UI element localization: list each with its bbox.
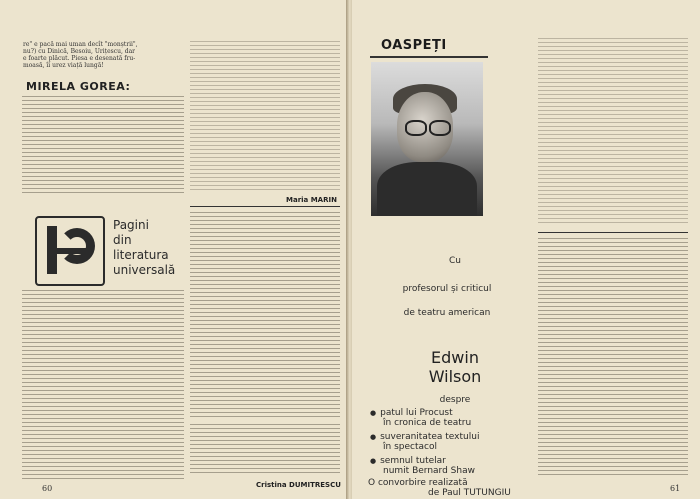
guest-first-name: Edwin <box>431 348 479 367</box>
right-column-text-1 <box>190 41 340 191</box>
closing-line-2: de Paul TUTUNGIU <box>428 488 511 498</box>
portrait-body <box>377 162 477 216</box>
topic-1: ● patul lui Procust în cronica de teatru <box>370 408 540 428</box>
top-text-line-2: nu?) cu Dinică, Besoiu, Urițescu, dar <box>23 48 136 55</box>
topic-2-line-2: în spectacol <box>383 442 437 452</box>
page-number-left: 60 <box>42 484 53 493</box>
topic-3-line-2: numit Bernard Shaw <box>383 466 475 476</box>
section-title-oaspeti: OASPEȚI <box>381 38 447 53</box>
intro-line-2: profesorul și criticul <box>402 284 492 294</box>
right-column-italic-intro <box>538 38 688 226</box>
top-text-block <box>23 41 188 69</box>
portrait-photo <box>371 62 483 216</box>
section-title-line-1: Pagini <box>113 218 149 232</box>
author-heading: MIRELA GOREA: <box>26 80 131 93</box>
despre-label: despre <box>439 395 471 405</box>
right-column-text-2 <box>190 212 340 420</box>
closing-line-1: O convorbire realizată <box>368 478 468 488</box>
topic-3: ● semnul tutelar numit Bernard Shaw <box>370 456 540 476</box>
top-text-line-3: e foarte plăcut. Piesa e desenată fru- <box>23 55 136 62</box>
portrait-glasses-left <box>405 120 427 136</box>
author-signature-marin: Maria MARIN <box>286 196 337 204</box>
author-signature-dumitrescu: Cristina DUMITRESCU <box>256 481 341 489</box>
right-column-text-3 <box>190 424 340 476</box>
title-underline <box>370 56 488 58</box>
guest-last-name: Wilson <box>428 367 482 386</box>
topic-3-line-1: semnul tutelar <box>380 456 446 466</box>
section-title-line-3: literatura <box>113 248 169 262</box>
interview-credit <box>368 478 544 498</box>
section-title-line-2: din <box>113 233 132 247</box>
topic-1-line-1: patul lui Procust <box>380 408 453 418</box>
page-number-right: 61 <box>670 484 681 493</box>
topic-2: ● suveranitatea textului în spectacol <box>370 432 540 452</box>
left-column-text-1 <box>22 96 184 196</box>
left-column-text-2 <box>22 290 184 480</box>
logo-horizontal-stroke <box>57 248 91 254</box>
logo-curve <box>59 228 95 264</box>
topic-2-line-1: suveranitatea textului <box>380 432 480 442</box>
section-title-line-4: universală <box>113 263 176 277</box>
top-text-line-1: re" e pacă mai uman decît "monștrii", <box>23 41 138 48</box>
logo-vertical-stroke <box>47 226 57 274</box>
literature-section-logo <box>35 216 105 286</box>
right-column-divider <box>538 232 688 233</box>
topic-1-line-2: în cronica de teatru <box>383 418 472 428</box>
right-column-interview-text <box>538 238 688 478</box>
column-divider <box>190 206 340 207</box>
intro-line-3: de teatru american <box>403 308 491 318</box>
top-text-line-4: moasă, îi urez viață lungă! <box>23 62 104 69</box>
portrait-glasses-right <box>429 120 451 136</box>
left-page <box>0 0 347 499</box>
intro-line-1: Cu <box>449 256 461 266</box>
literature-section-title <box>113 218 175 278</box>
guest-name <box>380 348 530 386</box>
